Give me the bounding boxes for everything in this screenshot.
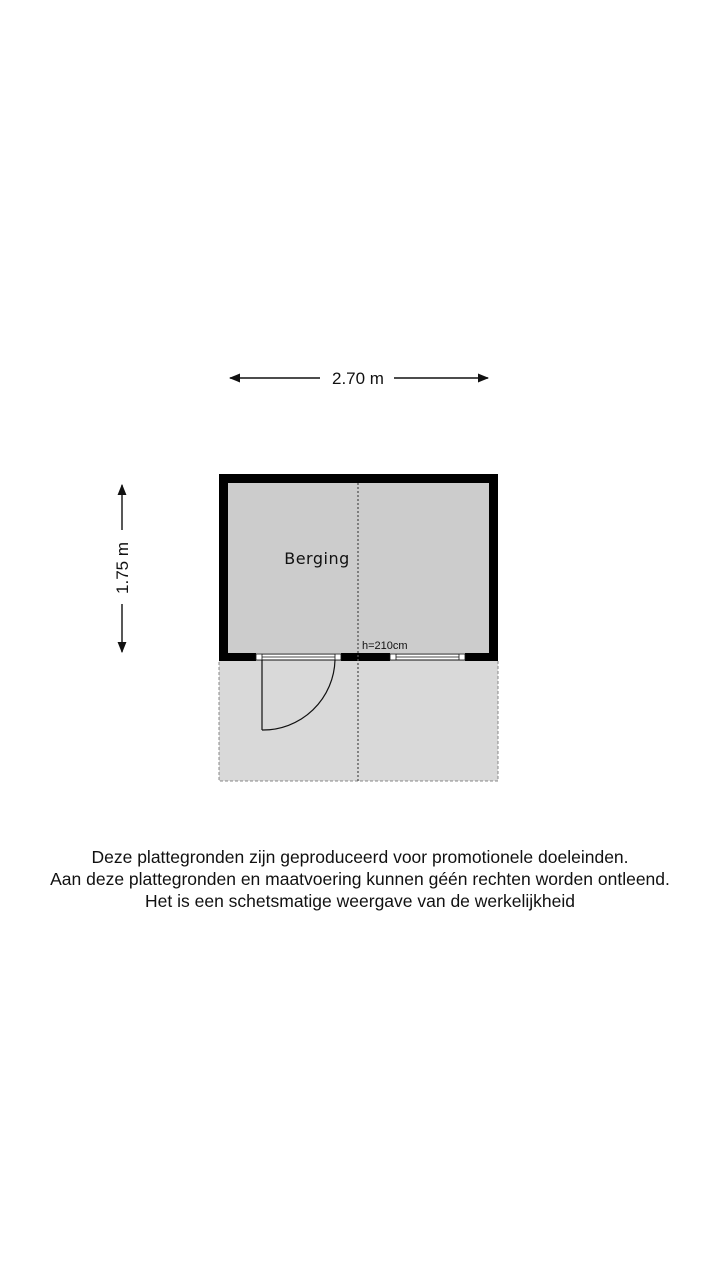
room-label: Berging (284, 549, 350, 568)
depth-dimension-label: 1.75 m (113, 542, 132, 594)
window (390, 654, 465, 660)
width-dimension-label: 2.70 m (332, 369, 384, 388)
width-dimension (230, 369, 488, 388)
disclaimer-line-2: Aan deze plattegronden en maatvoering kunnen géén rechten worden ontleend. (50, 869, 670, 889)
depth-dimension (113, 485, 132, 652)
height-note: h=210cm (362, 640, 408, 652)
disclaimer (0, 846, 720, 912)
disclaimer-line-1: Deze plattegronden zijn geproduceerd voor promotionele doeleinden. (91, 847, 629, 867)
disclaimer-line-3: Het is een schetsmatige weergave van de werkelijkheid (145, 891, 575, 911)
